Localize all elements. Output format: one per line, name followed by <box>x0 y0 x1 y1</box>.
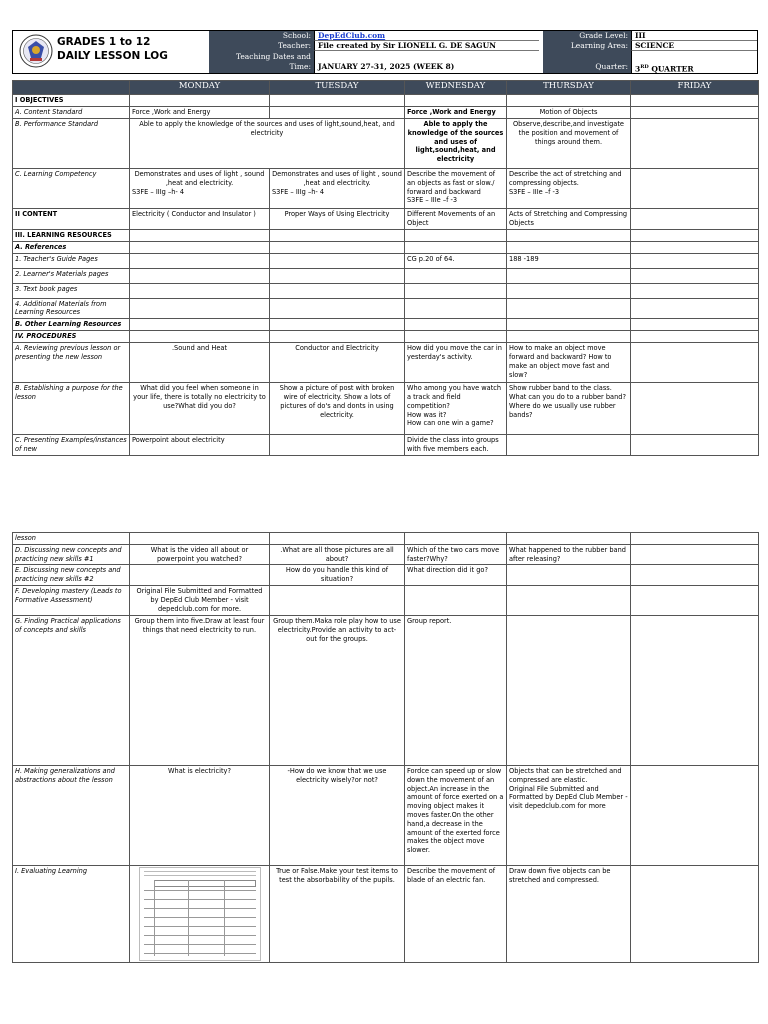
school-value[interactable] <box>314 31 539 41</box>
table-row <box>13 268 759 283</box>
day-friday: FRIDAY <box>631 81 759 95</box>
table-row <box>13 107 759 119</box>
dates-label-line1: Teaching Dates and <box>235 52 311 61</box>
row-label-learners-materials: 2. Learner's Materials pages <box>13 268 130 283</box>
row-label-purpose: B. Establishing a purpose for the lesson <box>13 383 130 435</box>
table-row <box>13 209 759 230</box>
cell-purpose-tue: Show a picture of post with broken wire of electricity. Show a lots of pictures of do's and donts in using electricity. <box>270 383 405 435</box>
log-header <box>12 30 758 74</box>
day-header-row <box>13 81 759 95</box>
cell-general-wed: Fordce can speed up or slow down the movement of an object.An increase in the amount of force exerted on a moving object makes it moves faster.On the other hand,a decrease in the amount of the exerted force makes the object move slower. <box>405 765 507 865</box>
cell-practical-tue: Group them.Maka role play how to use electricity.Provide an activity to act- out for the groups. <box>270 615 405 765</box>
log-title <box>57 35 168 63</box>
day-tuesday: TUESDAY <box>270 81 405 95</box>
quarter-text: QUARTER <box>648 64 694 74</box>
cell-perf-std-wed: Able to apply the knowledge of the sources and uses of light,sound,heat, and electricity <box>405 119 507 169</box>
table-row <box>13 533 759 545</box>
cell-review-wed: How did you move the car in yesterday's activity. <box>405 343 507 383</box>
row-label-additional: 4. Additional Materials from Learning Resources <box>13 298 130 319</box>
school-label: School: <box>209 31 314 41</box>
day-thursday: THURSDAY <box>507 81 631 95</box>
grade-label: Grade Level: <box>543 31 631 41</box>
cell-review-tue: Conductor and Electricity <box>270 343 405 383</box>
teacher-value: File created by Sir LIONELL G. DE SAGUN <box>314 41 539 51</box>
deped-seal-icon <box>19 34 53 68</box>
table-row <box>13 585 759 615</box>
dates-label-line2: Time: <box>289 62 311 71</box>
table-row <box>13 283 759 298</box>
cell-general-tue: -How do we know that we use electricity wisely?or not? <box>270 765 405 865</box>
table-row <box>13 865 759 962</box>
area-label: Learning Area: <box>543 41 631 51</box>
table-row <box>13 331 759 343</box>
row-label-evaluating: I. Evaluating Learning <box>13 865 130 962</box>
lesson-table-page1 <box>12 80 759 456</box>
table-row <box>13 343 759 383</box>
cell-disc1-thu: What happened to the rubber band after releasing? <box>507 544 631 565</box>
table-row <box>13 298 759 319</box>
cell-competency-tue: Demonstrates and uses of light , sound ,heat and electricity. S3FE – IIIg –h- 4 <box>270 169 405 209</box>
row-label-review: A. Reviewing previous lesson or presenting the new lesson <box>13 343 130 383</box>
section-other-resources: B. Other Learning Resources <box>13 319 130 331</box>
quarter-value <box>631 51 757 73</box>
cell-presenting-wed: Divide the class into groups with five members each. <box>405 435 507 456</box>
title-grades: GRADES 1 to 12 <box>57 36 151 48</box>
cell-tg-thu: 188 -189 <box>507 253 631 268</box>
cell-competency-thu: Describe the act of stretching and compressing objects. S3FE – IIIe –f -3 <box>507 169 631 209</box>
dates-value: JANUARY 27-31, 2025 (WEEK 8) <box>314 51 539 73</box>
title-dll: DAILY LESSON LOG <box>57 50 168 62</box>
worksheet-thumbnail-image <box>139 867 261 961</box>
day-monday: MONDAY <box>130 81 270 95</box>
section-objectives: I OBJECTIVES <box>13 95 130 107</box>
table-row <box>13 565 759 586</box>
row-label-content-standard: A. Content Standard <box>13 107 130 119</box>
cell-competency-mon: Demonstrates and uses of light , sound ,heat and electricity. S3FE – IIIg –h- 4 <box>130 169 270 209</box>
cell-perf-std-mon-tue: Able to apply the knowledge of the sources and uses of light,sound,heat, and electricity <box>130 119 405 169</box>
dates-label <box>209 51 314 73</box>
row-label-discussing-2: E. Discussing new concepts and practicing new skills #2 <box>13 565 130 586</box>
cell-disc1-tue: .What are all those pictures are all about? <box>270 544 405 565</box>
cell-content-wed: Different Movements of an Object <box>405 209 507 230</box>
cell-purpose-wed: Who among you have watch a track and field competition? How was it? How can one win a game? <box>405 383 507 435</box>
cell-content-mon: Electricity ( Conductor and Insulator ) <box>130 209 270 230</box>
day-wednesday: WEDNESDAY <box>405 81 507 95</box>
cell-evaluating-thu: Draw down five objects can be stretched and compressed. <box>507 865 631 962</box>
teacher-label: Teacher: <box>209 41 314 51</box>
cell-content-std-thu: Motion of Objects <box>507 107 631 119</box>
cell-evaluating-tue: True or False.Make your test items to test the absorbability of the pupils. <box>270 865 405 962</box>
cell-purpose-mon: What did you feel when someone in your life, there is totally no electricity to use?What did you do? <box>130 383 270 435</box>
row-label-textbook: 3. Text book pages <box>13 283 130 298</box>
row-label-practical: G. Finding Practical applications of concepts and skills <box>13 615 130 765</box>
table-row <box>13 765 759 865</box>
row-label-performance-standard: B. Performance Standard <box>13 119 130 169</box>
row-label-mastery: F. Developing mastery (Leads to Formative Assessment) <box>13 585 130 615</box>
cell-general-mon: What is electricity? <box>130 765 270 865</box>
cell-disc2-wed: What direction did it go? <box>405 565 507 586</box>
cell-disc2-tue: How do you handle this kind of situation? <box>270 565 405 586</box>
table-row <box>13 119 759 169</box>
lesson-table-page2 <box>12 532 759 963</box>
cell-content-tue: Proper Ways of Using Electricity <box>270 209 405 230</box>
header-middle <box>209 31 539 73</box>
cell-evaluating-mon <box>130 865 270 962</box>
table-row <box>13 435 759 456</box>
day-header-blank <box>13 81 130 95</box>
row-label-teachers-guide: 1. Teacher's Guide Pages <box>13 253 130 268</box>
table-row <box>13 615 759 765</box>
cell-presenting-mon: Powerpoint about electricity <box>130 435 270 456</box>
table-row <box>13 241 759 253</box>
cell-disc1-wed: Which of the two cars move faster?Why? <box>405 544 507 565</box>
cell-mastery-mon: Original File Submitted and Formatted by DepEd Club Member - visit depedclub.com for more. <box>130 585 270 615</box>
table-row <box>13 253 759 268</box>
table-row <box>13 383 759 435</box>
school-link[interactable]: DepEdClub.com <box>318 31 386 40</box>
table-row <box>13 319 759 331</box>
table-row <box>13 169 759 209</box>
row-label-presenting: C. Presenting Examples/instances of new <box>13 435 130 456</box>
cell-content-std-wed: Force ,Work and Energy <box>405 107 507 119</box>
cell-review-thu: How to make an object move forward and backward? How to make an object move fast and slow? <box>507 343 631 383</box>
cell-practical-wed: Group report. <box>405 615 507 765</box>
cell-purpose-thu: Show rubber band to the class. What can you do to a rubber band? Where do we usually use rubber bands? <box>507 383 631 435</box>
cell-tg-wed: CG p.20 of 64. <box>405 253 507 268</box>
row-label-presenting-cont: lesson <box>13 533 130 545</box>
quarter-num: 3 <box>635 64 641 74</box>
quarter-sup: RD <box>640 64 649 70</box>
cell-general-thu: Objects that can be stretched and compressed are elastic. Original File Submitted and Formatted by DepEd Club Member - visit depedclub.com for more <box>507 765 631 865</box>
cell-evaluating-wed: Describe the movement of blade of an electric fan. <box>405 865 507 962</box>
section-references: A. References <box>13 241 130 253</box>
cell-disc1-mon: What is the video all about or powerpoint you watched? <box>130 544 270 565</box>
cell-content-std-mon: Force ,Work and Energy <box>130 107 270 119</box>
cell-perf-std-thu: Observe,describe,and investigate the position and movement of things around them. <box>507 119 631 169</box>
cell-content-thu: Acts of Stretching and Compressing Objects <box>507 209 631 230</box>
area-value: SCIENCE <box>631 41 757 51</box>
table-row <box>13 229 759 241</box>
section-resources: III. LEARNING RESOURCES <box>13 229 130 241</box>
grade-value: III <box>631 31 757 41</box>
row-label-competency: C. Learning Competency <box>13 169 130 209</box>
section-procedures: IV. PROCEDURES <box>13 331 130 343</box>
row-label-discussing-1: D. Discussing new concepts and practicing new skills #1 <box>13 544 130 565</box>
row-label-generalizations: H. Making generalizations and abstractions about the lesson <box>13 765 130 865</box>
table-row <box>13 544 759 565</box>
cell-review-mon: .Sound and Heat <box>130 343 270 383</box>
table-row <box>13 95 759 107</box>
quarter-label: Quarter: <box>543 51 631 73</box>
row-label-content: II CONTENT <box>13 209 130 230</box>
header-right <box>543 31 757 73</box>
cell-practical-mon: Group them into five.Draw at least four things that need electricity to run. <box>130 615 270 765</box>
cell-competency-wed: Describe the movement of an objects as fast or slow./ forward and backward S3FE – IIIe –f -3 <box>405 169 507 209</box>
